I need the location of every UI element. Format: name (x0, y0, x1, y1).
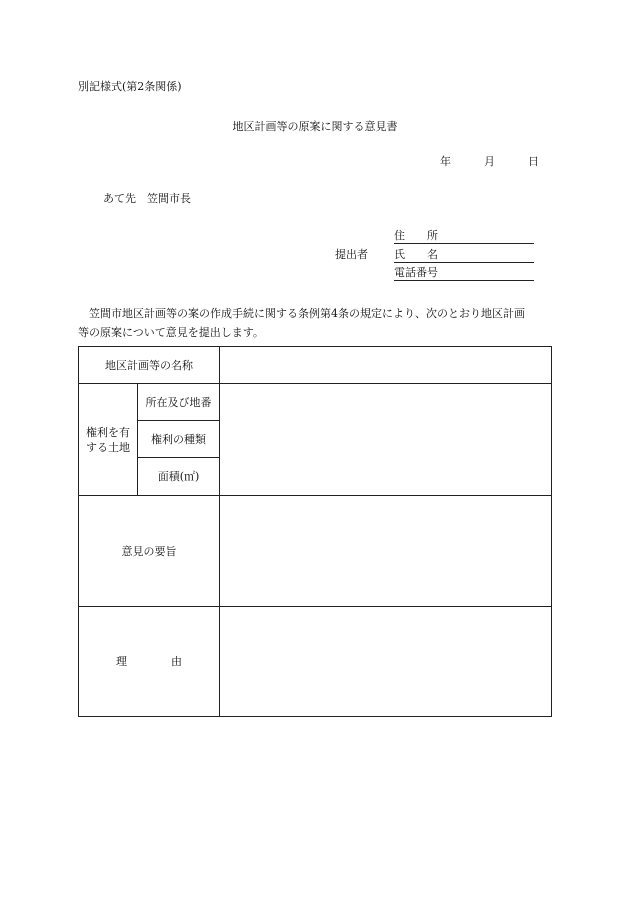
reason-input[interactable] (220, 607, 551, 716)
body-line-2: 等の原案について意見を提出します。 (78, 326, 264, 339)
month-label: 月 (484, 155, 495, 168)
address-field[interactable] (394, 229, 534, 244)
opinion-label: 意見の要旨 (121, 544, 177, 558)
rights-holder-label-2: する土地 (86, 440, 130, 454)
body-text (78, 304, 556, 342)
year-label: 年 (440, 155, 451, 168)
body-line-1: 笠間市地区計画等の案の作成手続に関する条例第4条の規定により、次のとおり地区計画 (89, 307, 525, 320)
reason-label (79, 607, 219, 716)
opinion-input[interactable] (220, 496, 551, 606)
address-label-2: 所 (427, 229, 438, 242)
phone-field[interactable] (394, 266, 534, 281)
addressee: あて先 笠間市長 (103, 192, 191, 205)
name-label-2: 名 (427, 248, 438, 261)
day-label: 日 (528, 155, 539, 168)
reason-label-1: 理 (116, 655, 127, 668)
right-type-label: 権利の種類 (151, 432, 206, 446)
plan-name-input[interactable] (220, 347, 551, 383)
area-label: 面積(㎡) (157, 470, 200, 483)
land-details-input[interactable] (220, 384, 551, 495)
address-label-1: 住 (394, 229, 405, 242)
reason-label-2: 由 (171, 655, 182, 668)
rights-holder-label (79, 384, 137, 495)
rights-holder-label-1: 権利を有 (86, 425, 130, 439)
location-label: 所在及び地番 (145, 395, 212, 409)
document-title: 地区計画等の原案に関する意見書 (232, 120, 398, 133)
plan-name-label: 地区計画等の名称 (105, 358, 193, 372)
form-reference: 別記様式(第2条関係) (78, 80, 182, 93)
name-label-1: 氏 (394, 248, 405, 261)
phone-label: 電話番号 (394, 266, 438, 279)
date-line (440, 155, 539, 169)
submitter-label: 提出者 (335, 248, 368, 261)
opinion-form-table (78, 346, 552, 717)
name-field[interactable] (394, 248, 534, 263)
